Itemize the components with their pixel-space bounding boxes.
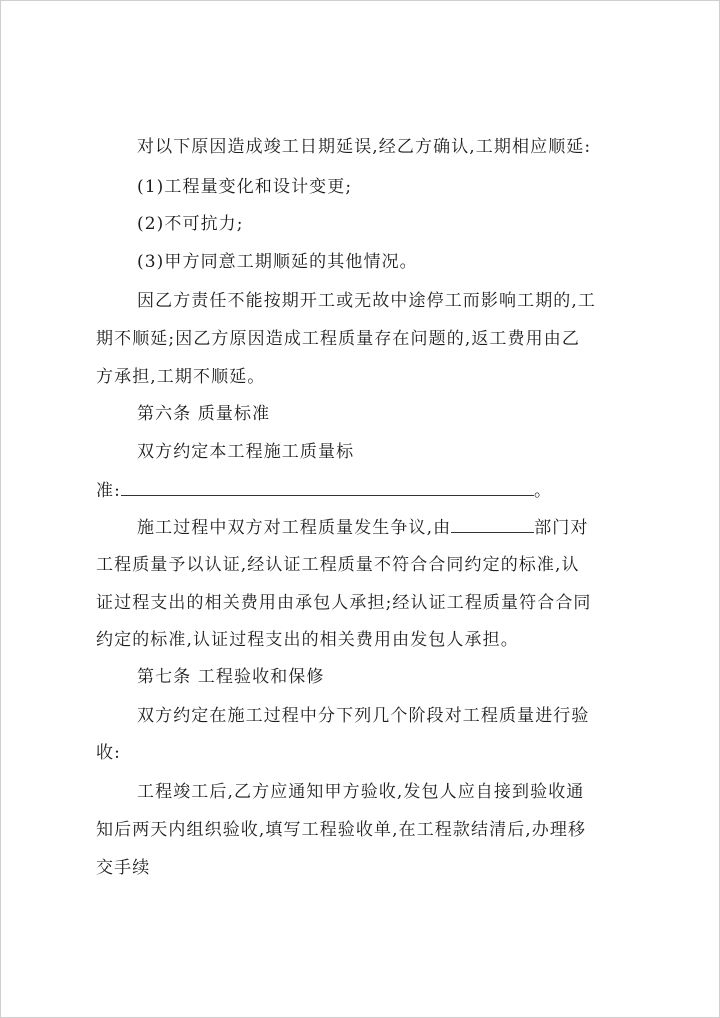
- paragraph-delay-intro: 对以下原因造成竣工日期延误,经乙方确认,工期相应顺延:: [137, 137, 592, 157]
- quality-standard-end: 。: [533, 481, 553, 501]
- quality-standard-label: 准:: [96, 481, 121, 501]
- paragraph-delay-responsibility: 因乙方责任不能按期开工或无故中途停工而影响工期的,工: [137, 291, 597, 311]
- paragraph-delay-responsibility-cont2: 方承担,工期不顺延。: [96, 367, 266, 387]
- paragraph-acceptance-stages-cont: 收:: [96, 743, 121, 763]
- list-item-2: (2)不可抗力;: [137, 214, 244, 234]
- article-6-heading: 第六条 质量标准: [137, 404, 271, 424]
- quality-standard-blank: [121, 480, 534, 496]
- paragraph-dispute: [137, 517, 677, 538]
- paragraph-dispute-cont3: 约定的标准,认证过程支出的相关费用由发包人承担。: [96, 630, 519, 650]
- article-7-heading: 第七条 工程验收和保修: [137, 667, 325, 687]
- dispute-text-end: 部门对: [534, 518, 589, 538]
- paragraph-completion: 工程竣工后,乙方应通知甲方验收,发包人应自接到验收通: [137, 782, 585, 802]
- paragraph-acceptance-stages: 双方约定在施工过程中分下列几个阶段对工程质量进行验: [137, 706, 590, 726]
- paragraph-completion-cont1: 知后两天内组织验收,填写工程验收单,在工程款结清后,办理移: [96, 820, 587, 840]
- paragraph-dispute-cont2: 证过程支出的相关费用由承包人承担;经认证工程质量符合合同: [96, 593, 592, 613]
- paragraph-quality-standard: 双方约定本工程施工质量标: [137, 442, 355, 462]
- list-item-1: (1)工程量变化和设计变更;: [137, 177, 353, 197]
- list-item-3: (3)甲方同意工期顺延的其他情况。: [137, 252, 418, 272]
- dispute-department-blank: [451, 517, 534, 533]
- dispute-text-start: 施工过程中双方对工程质量发生争议,由: [137, 518, 452, 538]
- paragraph-delay-responsibility-cont1: 期不顺延;因乙方原因造成工程质量存在问题的,返工费用由乙: [96, 329, 580, 349]
- paragraph-completion-cont2: 交手续: [96, 858, 151, 878]
- paragraph-dispute-cont1: 工程质量予以认证,经认证工程质量不符合合同约定的标准,认: [96, 555, 580, 575]
- quality-standard-fill-line: [96, 480, 636, 501]
